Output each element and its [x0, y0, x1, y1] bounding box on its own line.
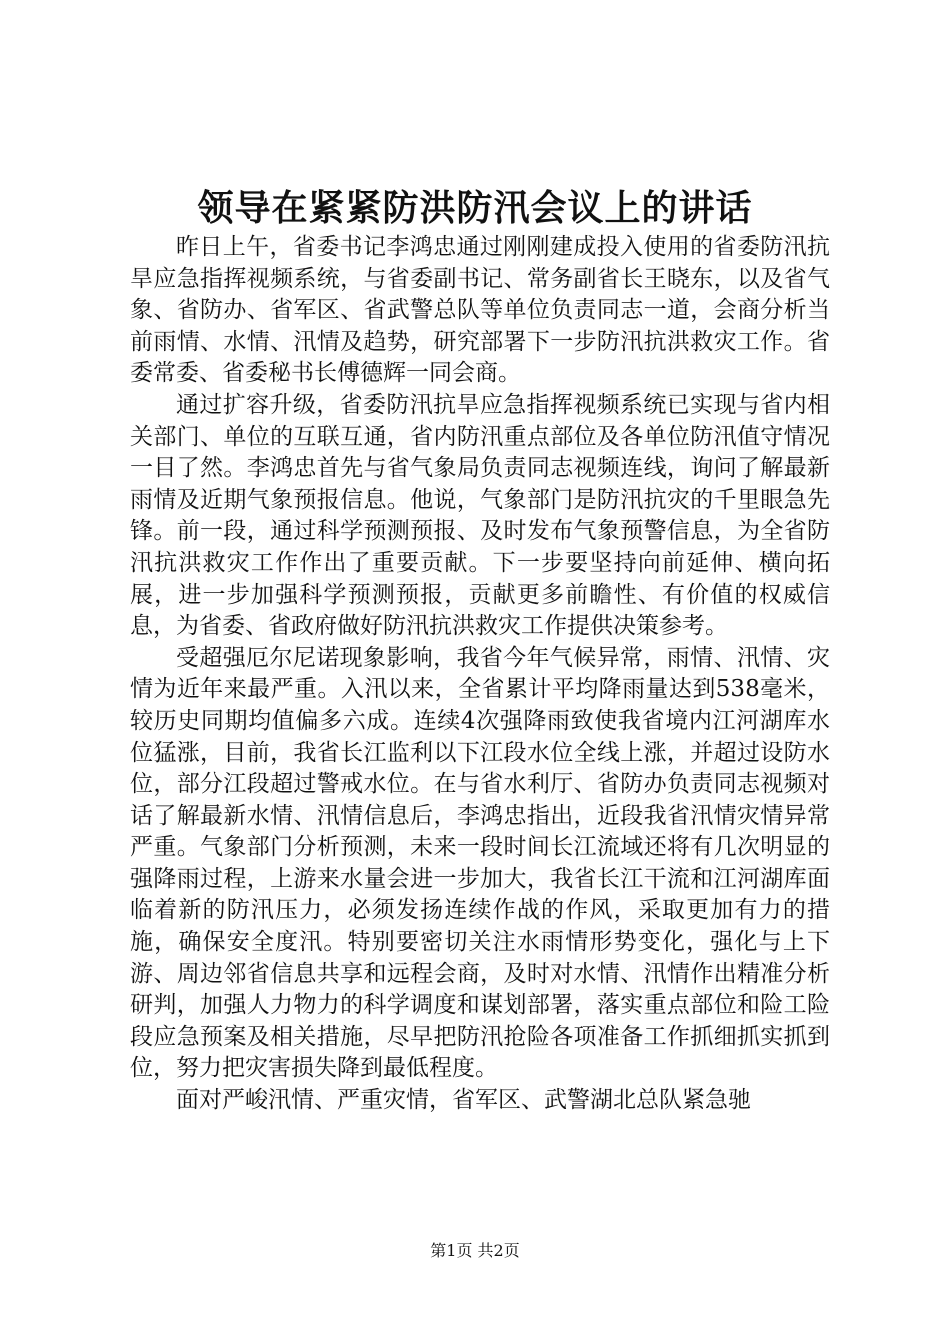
paragraph-1: 昨日上午，省委书记李鸿忠通过刚刚建成投入使用的省委防汛抗旱应急指挥视频系统，与省委副书记、常务副省长王晓东，以及省气象、省防办、省军区、省武警总队等单位负责同志一道，会商分析当前雨情、水情、汛情及趋势，研究部署下一步防汛抗洪救灾工作。省委常委、省委秘书长傅德辉一同会商。 — [130, 234, 830, 387]
page-footer — [0, 1240, 950, 1262]
paragraph-2: 通过扩容升级，省委防汛抗旱应急指挥视频系统已实现与省内相关部门、单位的互联互通，省内防汛重点部位及各单位防汛值守情况一目了然。李鸿忠首先与省气象局负责同志视频连线，询问了解最新雨情及近期气象预报信息。他说，气象部门是防汛抗灾的千里眼急先锋。前一段，通过科学预测预报、及时发布气象预警信息，为全省防汛抗洪救灾工作作出了重要贡献。下一步要坚持向前延伸、横向拓展，进一步加强科学预测预报，贡献更多前瞻性、有价值的权威信息，为省委、省政府做好防汛抗洪救灾工作提供决策参考。 — [130, 391, 830, 640]
document-body — [130, 232, 830, 1117]
page-number-label: 第1页 共2页 — [430, 1241, 520, 1260]
document-title: 领导在紧紧防洪防汛会议上的讲话 — [197, 187, 753, 229]
paragraph-4: 面对严峻汛情、严重灾情，省军区、武警湖北总队紧急驰 — [176, 1087, 751, 1114]
paragraph-3: 受超强厄尔尼诺现象影响，我省今年气候异常，雨情、汛情、灾情为近年来最严重。入汛以来，全省累计平均降雨量达到538毫米，较历史同期均值偏多六成。连续4次强降雨致使我省境内江河湖库水位猛涨，目前，我省长江监利以下江段水位全线上涨，并超过设防水位，部分江段超过警戒水位。在与省水利厅、省防办负责同志视频对话了解最新水情、汛情信息后，李鸿忠指出，近段我省汛情灾情异常严重。气象部门分析预测，未来一段时间长江流域还将有几次明显的强降雨过程，上游来水量会进一步加大，我省长江干流和江河湖库面临着新的防汛压力，必须发扬连续作战的作风，采取更加有力的措施，确保安全度汛。特别要密切关注水雨情形势变化，强化与上下游、周边邻省信息共享和远程会商，及时对水情、汛情作出精准分析研判，加强人力物力的科学调度和谋划部署，落实重点部位和险工险段应急预案及相关措施，尽早把防汛抢险各项准备工作抓细抓实抓到位，努力把灾害损失降到最低程度。 — [130, 644, 830, 1082]
